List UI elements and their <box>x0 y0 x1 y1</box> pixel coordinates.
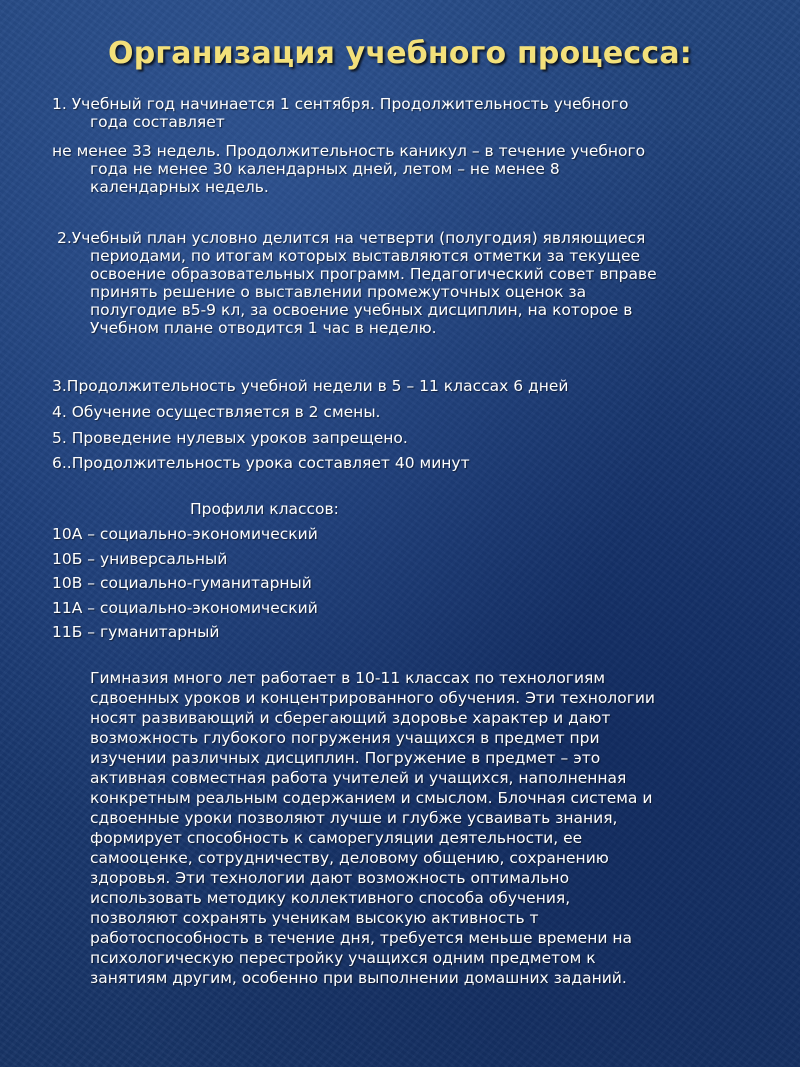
profile-item: 10В – социально-гуманитарный <box>52 574 312 592</box>
item6: 6..Продолжительность урока составляет 40 минут <box>52 454 470 472</box>
gymnasium-line: здоровья. Эти технологии дают возможность оптимально <box>90 869 570 887</box>
item2-line6: Учебном плане отводится 1 час в неделю. <box>90 319 437 337</box>
item3: 3.Продолжительность учебной недели в 5 – 11 классах 6 дней <box>52 377 569 395</box>
item1-line2: года составляет <box>90 113 225 131</box>
item2-line4: принять решение о выставлении промежуточных оценок за <box>90 283 587 301</box>
profile-item: 10Б – универсальный <box>52 550 228 568</box>
item1-line4: года не менее 30 календарных дней, летом – не менее 8 <box>90 160 560 178</box>
item2-line2: периодами, по итогам которых выставляются отметки за текущее <box>90 247 641 265</box>
item2-line1: 2.Учебный план условно делится на четверти (полугодия) являющиеся <box>57 229 646 247</box>
gymnasium-line: изучении различных дисциплин. Погружение в предмет – это <box>90 749 601 767</box>
item1-line3: не менее 33 недель. Продолжительность каникул – в течение учебного <box>52 142 646 160</box>
gymnasium-line: возможность глубокого погружения учащихся в предмет при <box>90 729 600 747</box>
gymnasium-line: носят развивающий и сберегающий здоровье характер и дают <box>90 709 611 727</box>
gymnasium-line: работоспособность в течение дня, требуется меньше времени на <box>90 929 632 947</box>
gymnasium-line: формирует способность к саморегуляции деятельности, ее <box>90 829 583 847</box>
gymnasium-line: занятиям другим, особенно при выполнении домашних заданий. <box>90 969 627 987</box>
gymnasium-line: использовать методику коллективного способа обучения, <box>90 889 571 907</box>
gymnasium-line: Гимназия много лет работает в 10-11 классах по технологиям <box>90 669 606 687</box>
item5: 5. Проведение нулевых уроков запрещено. <box>52 429 408 447</box>
item4: 4. Обучение осуществляется в 2 смены. <box>52 403 381 421</box>
gymnasium-line: психологическую перестройку учащихся одним предметом к <box>90 949 596 967</box>
item2-line3: освоение образовательных программ. Педагогический совет вправе <box>90 265 657 283</box>
profile-item: 11Б – гуманитарный <box>52 623 220 641</box>
gymnasium-line: активная совместная работа учителей и учащихся, наполненная <box>90 769 627 787</box>
gymnasium-line: конкретным реальным содержанием и смыслом. Блочная система и <box>90 789 653 807</box>
profile-item: 11А – социально-экономический <box>52 599 318 617</box>
item1-line1: 1. Учебный год начинается 1 сентября. Продолжительность учебного <box>52 95 629 113</box>
item2-line5: полугодие в5-9 кл, за освоение учебных дисциплин, на которое в <box>90 301 633 319</box>
gymnasium-line: позволяют сохранять ученикам высокую активность т <box>90 909 539 927</box>
profile-item: 10А – социально-экономический <box>52 525 318 543</box>
gymnasium-line: самооценке, сотрудничеству, деловому общению, сохранению <box>90 849 609 867</box>
item1-line5: календарных недель. <box>90 178 269 196</box>
profiles-heading: Профили классов: <box>190 500 339 518</box>
gymnasium-line: сдвоенные уроки позволяют лучше и глубже усваивать знания, <box>90 809 618 827</box>
gymnasium-line: сдвоенных уроков и концентрированного обучения. Эти технологии <box>90 689 655 707</box>
slide-title: Организация учебного процесса: <box>108 36 692 71</box>
